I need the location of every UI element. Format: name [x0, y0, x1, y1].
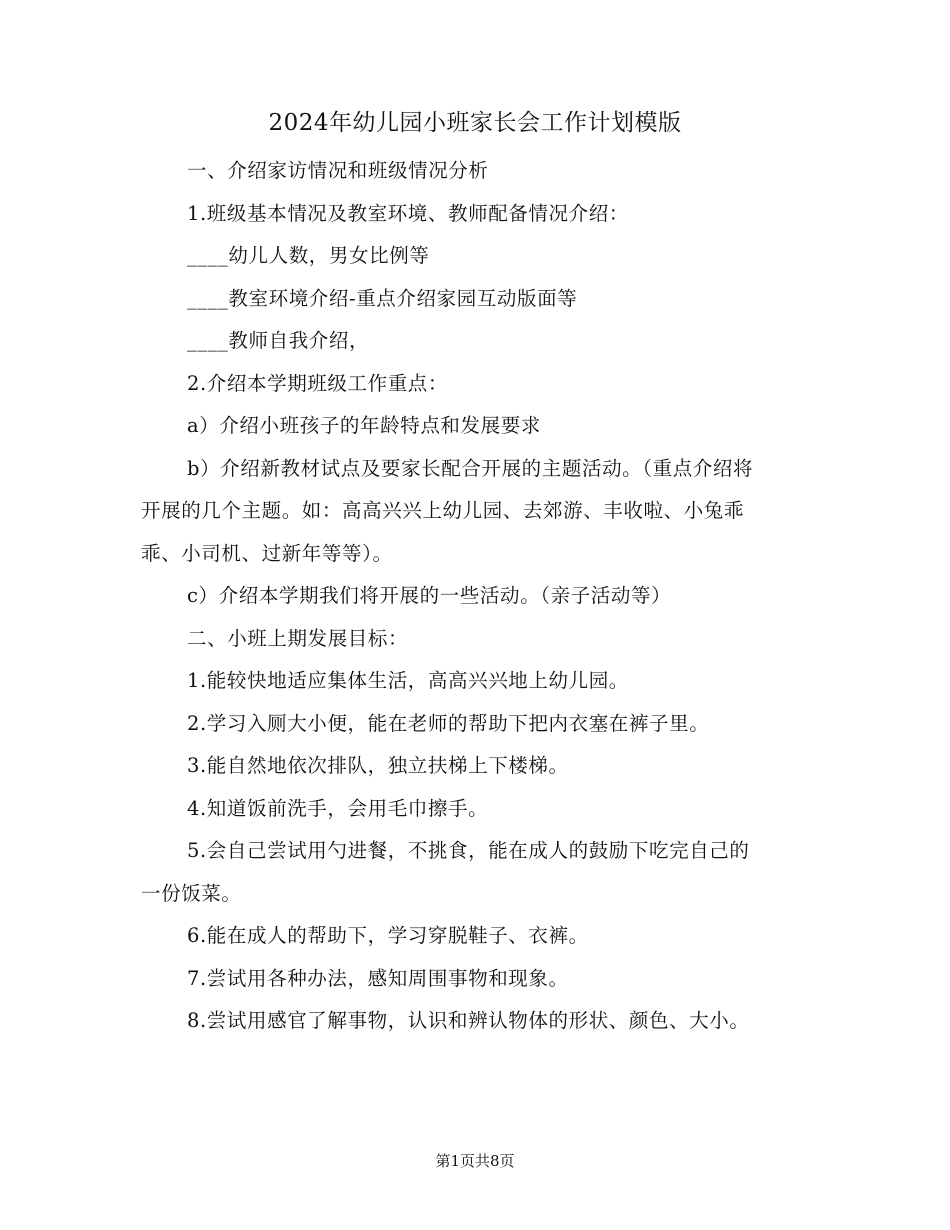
paragraph-continuation: 乖、小司机、过新年等等）。 — [141, 541, 393, 565]
paragraph: 2.学习入厕大小便，能在老师的帮助下把内衣塞在裤子里。 — [187, 711, 710, 735]
document-body — [141, 150, 821, 1043]
paragraph: 4.知道饭前洗手，会用毛巾擦手。 — [187, 796, 489, 820]
paragraph: a）介绍小班孩子的年龄特点和发展要求 — [187, 414, 541, 437]
paragraph: 1.能较快地适应集体生活，高高兴兴地上幼儿园。 — [187, 669, 629, 692]
paragraph: 7.尝试用各种办法，感知周围事物和现象。 — [187, 966, 569, 990]
paragraph: 1.班级基本情况及教室环境、教师配备情况介绍： — [187, 201, 629, 225]
paragraph-continuation: 一份饭菜。 — [141, 881, 242, 905]
paragraph: 8.尝试用感官了解事物，认识和辨认物体的形状、颜色、大小。 — [187, 1009, 750, 1032]
paragraph: 5.会自己尝试用勺进餐，不挑食，能在成人的鼓励下吃完自己的 — [187, 839, 750, 862]
paragraph: ____教师自我介绍， — [187, 329, 370, 352]
page-title: 2024年幼儿园小班家长会工作计划模版 — [268, 110, 682, 136]
paragraph: 2.介绍本学期班级工作重点： — [187, 371, 449, 395]
paragraph: 3.能自然地依次排队，独立扶梯上下楼梯。 — [187, 754, 569, 777]
paragraph: c）介绍本学期我们将开展的一些活动。（亲子活动等） — [187, 584, 672, 607]
section-heading-2: 二、小班上期发展目标： — [187, 626, 409, 650]
paragraph-continuation: 开展的几个主题。如：高高兴兴上幼儿园、去郊游、丰收啦、小兔乖 — [141, 499, 745, 522]
paragraph: ____幼儿人数，男女比例等 — [187, 244, 430, 267]
paragraph: 6.能在成人的帮助下，学习穿脱鞋子、衣裤。 — [187, 924, 589, 947]
section-heading-1: 一、介绍家访情况和班级情况分析 — [187, 159, 489, 182]
paragraph: ____教室环境介绍-重点介绍家园互动版面等 — [187, 286, 578, 310]
page-footer: 第1页共8页 — [435, 1152, 515, 1170]
paragraph: b）介绍新教材试点及要家长配合开展的主题活动。（重点介绍将 — [187, 456, 754, 480]
